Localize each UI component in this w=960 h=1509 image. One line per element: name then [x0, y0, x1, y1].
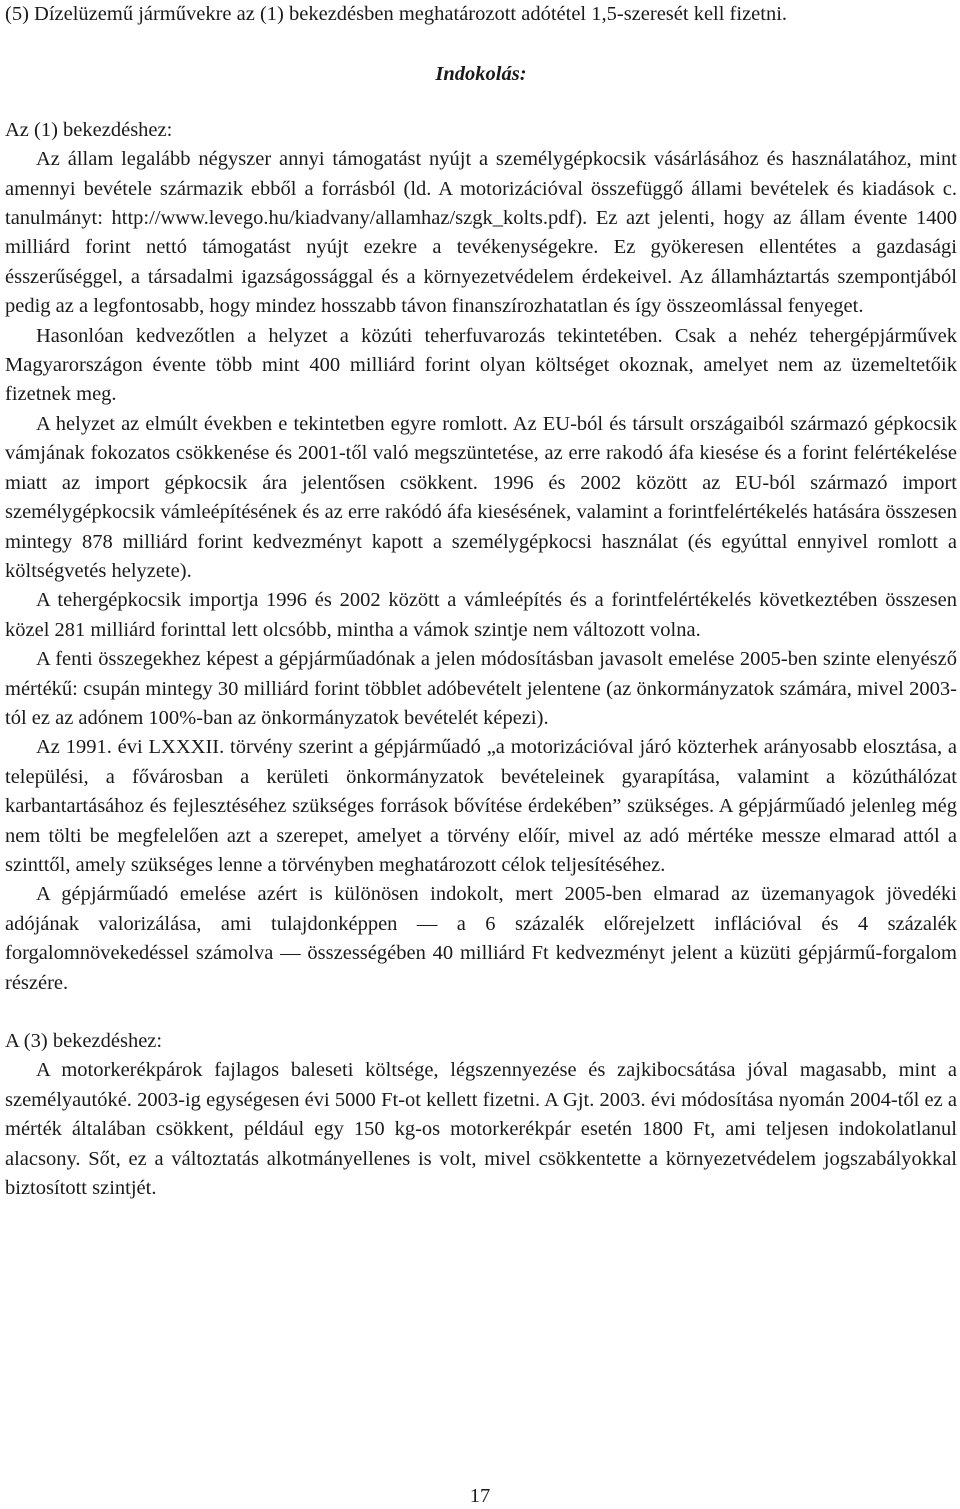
reasoning-heading: Indokolás:: [435, 63, 527, 86]
section-1-paragraph: Az 1991. évi LXXXII. törvény szerint a gépjárműadó „a motorizációval járó közterhek arányosabb elosztása, a települési, a fővárosban a kerületi önkormányzatok bevételeinek gyarapítása, valamint a közúthálózat karbantartásához és fejlesztéséhez szükséges források bővítése érdekében” szükséges. A gépjárműadó jelenleg még nem tölti be megfelelően azt a szerepet, amelyet a törvény előír, mivel az adó mértéke messze elmarad attól a szinttől, amely szükséges lenne a törvényben meghatározott célok teljesítéséhez.: [5, 736, 957, 876]
section-1-paragraph: A fenti összegekhez képest a gépjárműadónak a jelen módosításban javasolt emelése 2005-ben szinte elenyésző mértékű: csupán mintegy 30 milliárd forint többlet adóbevételt jelentene (az önkormányzatok számára, mivel 2003-tól ez az adónem 100%-ban az önkormányzatok bevételét képezi).: [5, 648, 957, 729]
section-1-paragraph: Hasonlóan kedvezőtlen a helyzet a közúti teherfuvarozás tekintetében. Csak a nehéz tehergépjárművek Magyarországon évente több mint 400 milliárd forint olyan költséget okoznak, amelyet nem az üzemeltetőik fizetnek meg.: [5, 324, 957, 406]
section-3-title: A (3) bekezdéshez:: [5, 1030, 163, 1052]
page-number: 17: [469, 1485, 491, 1507]
section-1-title: Az (1) bekezdéshez:: [5, 118, 173, 141]
section-3-paragraph: A motorkerékpárok fajlagos baleseti költsége, légszennyezése és zajkibocsátása jóval magasabb, mint a személyautóké. 2003-ig egységesen évi 5000 Ft-ot kellett fizetni. A Gjt. 2003. évi módosítása nyomán 2004-től ez a mérték általában csökkent, például egy 150 kg-os motorkerékpár esetén 1800 Ft, ami teljesen indokolatlanul alacsony. Sőt, ez a változtatás alkotmányellenes is volt, mivel csökkentette a környezetvédelem jogszabályokkal biztosított szintjét.: [5, 1059, 957, 1200]
section-1-paragraph: A helyzet az elmúlt években e tekintetben egyre romlott. Az EU-ból és társult országaiból származó gépkocsik vámjának fokozatos csökkenése és 2001-től való megszüntetése, az erre rakodó áfa kiesése és a forint felértékelése miatt az import gépkocsik ára jelentősen csökkent. 1996 és 2002 között az EU-ból származó import személygépkocsik vámleépítésének és az erre rakódó áfa kiesésének, valamint a forintfelértékelés hatására összesen mintegy 878 milliárd forint kedvezményt kapott a személygépkocsi használat (és egyúttal ennyivel romlott a költségvetés helyzete).: [5, 412, 957, 582]
section-1-paragraph: A tehergépkocsik importja 1996 és 2002 között a vámleépítés és a forintfelértékelés következtében összesen közel 281 milliárd forinttal lett olcsóbb, mintha a vámok szintje nem változott volna.: [5, 589, 957, 641]
section-1-paragraph: Az állam legalább négyszer annyi támogatást nyújt a személygépkocsik vásárlásához és használatához, mint amennyi bevétele származik ebből a forrásból (ld. A motorizációval összefüggő állami bevételek és kiadások c. tanulmányt: http://www.levego.hu/kiadvany/allamhaz/szgk_kolts.pdf). Ez azt jelenti, hogy az állam évente 1400 milliárd forint nettó támogatást nyújt ezekre a tevékenységekre. Ez gyökeresen ellentétes a gazdasági ésszerűséggel, a társadalmi igazságossággal és a környezetvédelem érdekeivel. Az államháztartás szempontjából pedig az a legfontosabb, hogy mindez hosszabb távon finanszírozhatatlan és így összeomlással fenyeget.: [5, 148, 957, 318]
section-1-paragraph: A gépjárműadó emelése azért is különösen indokolt, mert 2005-ben elmarad az üzemanyagok jövedéki adójának valorizálása, ami tulajdonképpen — a 6 százalék előrejelzett inflációval és 4 százalék forgalomnövekedéssel számolva — összességében 40 milliárd Ft kedvezményt jelent a küzüti gépjármű-forgalom részére.: [5, 883, 957, 994]
intro-paragraph: (5) Dízelüzemű járművekre az (1) bekezdésben meghatározott adótétel 1,5-szeresét kell fizetni.: [5, 3, 788, 25]
document-page: [5, 0, 957, 1203]
